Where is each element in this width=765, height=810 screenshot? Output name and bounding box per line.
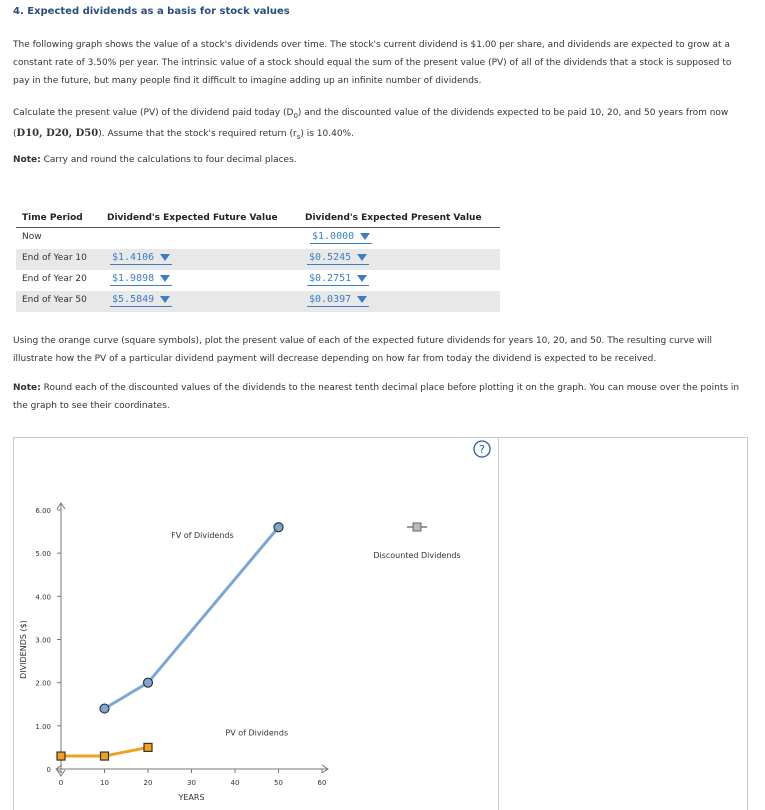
svg-text:?: ? xyxy=(479,443,485,456)
pv-dropdown-year-50[interactable]: $0.0397 xyxy=(307,294,369,307)
table-row-year-10 xyxy=(16,249,500,270)
x-tick-label: 20 xyxy=(143,779,153,787)
chevron-down-icon xyxy=(160,275,170,282)
y-tick-label: 4.00 xyxy=(35,593,51,602)
y-tick-label: 1.00 xyxy=(35,722,51,731)
fv-dropdown-year-10[interactable]: $1.4106 xyxy=(110,252,172,265)
pv-curve-annotation: PV of Dividends xyxy=(225,728,289,738)
header-future-value: Dividend's Expected Future Value xyxy=(107,213,278,223)
y-tick-label: 0 xyxy=(46,766,51,774)
chevron-down-icon xyxy=(357,275,367,282)
header-present-value: Dividend's Expected Present Value xyxy=(305,213,482,223)
chevron-down-icon xyxy=(357,254,367,261)
table-row-year-50 xyxy=(16,291,500,312)
intro-paragraph: The following graph shows the value of a stock's dividends over time. The stock's current dividend is $1.00 per share, and dividends are expected to grow at a constant rate of 3.50% per year. The intrinsic value of a stock should equal the sum of the present value (PV) of all of the dividends that a stock is supposed to pay in the future, but many people find it difficult to imagine adding up an infinite number of dividends. xyxy=(13,40,732,86)
fv-curve-annotation: FV of Dividends xyxy=(171,531,234,541)
x-tick-label: 10 xyxy=(100,779,109,787)
chevron-down-icon xyxy=(360,233,370,240)
x-tick-label: 60 xyxy=(317,779,327,787)
calculation-instructions: Calculate the present value (PV) of the dividend paid today $(D_0)$ and the discounted value of the dividends expected to be paid 10, 20, and 50 years from now (D10, D20, D50). Assume that the stock's required return $(r_s)$ is 10.40%. xyxy=(13,108,729,141)
x-tick-label: 0 xyxy=(58,779,64,787)
header-time-period: Time Period xyxy=(22,213,83,223)
question-title: 4. Expected dividends as a basis for stock values xyxy=(13,6,290,17)
graph-panel xyxy=(13,437,499,810)
help-icon[interactable] xyxy=(473,440,491,458)
plot-instructions: Using the orange curve (square symbols), plot the present value of each of the expected future dividends for years 10, 20, and 50. The resulting curve will illustrate how the PV of a particular dividend payment will decrease depending on how far from today the dividend is expected to be received. xyxy=(13,336,713,364)
dividend-table xyxy=(16,211,500,312)
chevron-down-icon xyxy=(160,254,170,261)
x-tick-label: 40 xyxy=(230,779,240,787)
period-label: Now xyxy=(22,232,42,242)
period-label: End of Year 20 xyxy=(22,274,87,284)
legend-panel xyxy=(496,437,748,810)
fv-dropdown-year-50[interactable]: $5.5849 xyxy=(110,294,172,307)
note-rounding: Note: Carry and round the calculations to four decimal places. xyxy=(13,155,297,165)
table-header xyxy=(16,211,500,228)
y-tick-label: 5.00 xyxy=(35,550,51,559)
legend-label: Discounted Dividends xyxy=(373,551,461,560)
y-tick-label: 2.00 xyxy=(35,679,51,688)
x-tick-label: 30 xyxy=(187,779,196,787)
period-label: End of Year 10 xyxy=(22,253,87,263)
dividend-symbols: D10, D20, D50 xyxy=(16,127,99,139)
chevron-down-icon xyxy=(160,296,170,303)
pv-dropdown-now[interactable]: $1.0000 xyxy=(310,231,372,244)
x-axis-label: YEARS xyxy=(178,793,205,802)
pv-dropdown-year-10[interactable]: $0.5245 xyxy=(307,252,369,265)
table-row-year-20 xyxy=(16,270,500,291)
table-row-now xyxy=(16,228,500,249)
chevron-down-icon xyxy=(357,296,367,303)
x-tick-label: 50 xyxy=(274,779,283,787)
pv-dropdown-year-20[interactable]: $0.2751 xyxy=(307,273,369,286)
note-plotting: Note: Round each of the discounted values of the dividends to the nearest tenth decimal place before plotting it on the graph. You can mouse over the points in the graph to see their coordinates. xyxy=(13,383,740,411)
fv-dropdown-year-20[interactable]: $1.9898 xyxy=(110,273,172,286)
period-label: End of Year 50 xyxy=(22,295,87,305)
y-axis-label: DIVIDENDS ($) xyxy=(19,620,28,679)
y-tick-label: 3.00 xyxy=(35,636,51,645)
y-tick-label: 6.00 xyxy=(35,507,51,515)
